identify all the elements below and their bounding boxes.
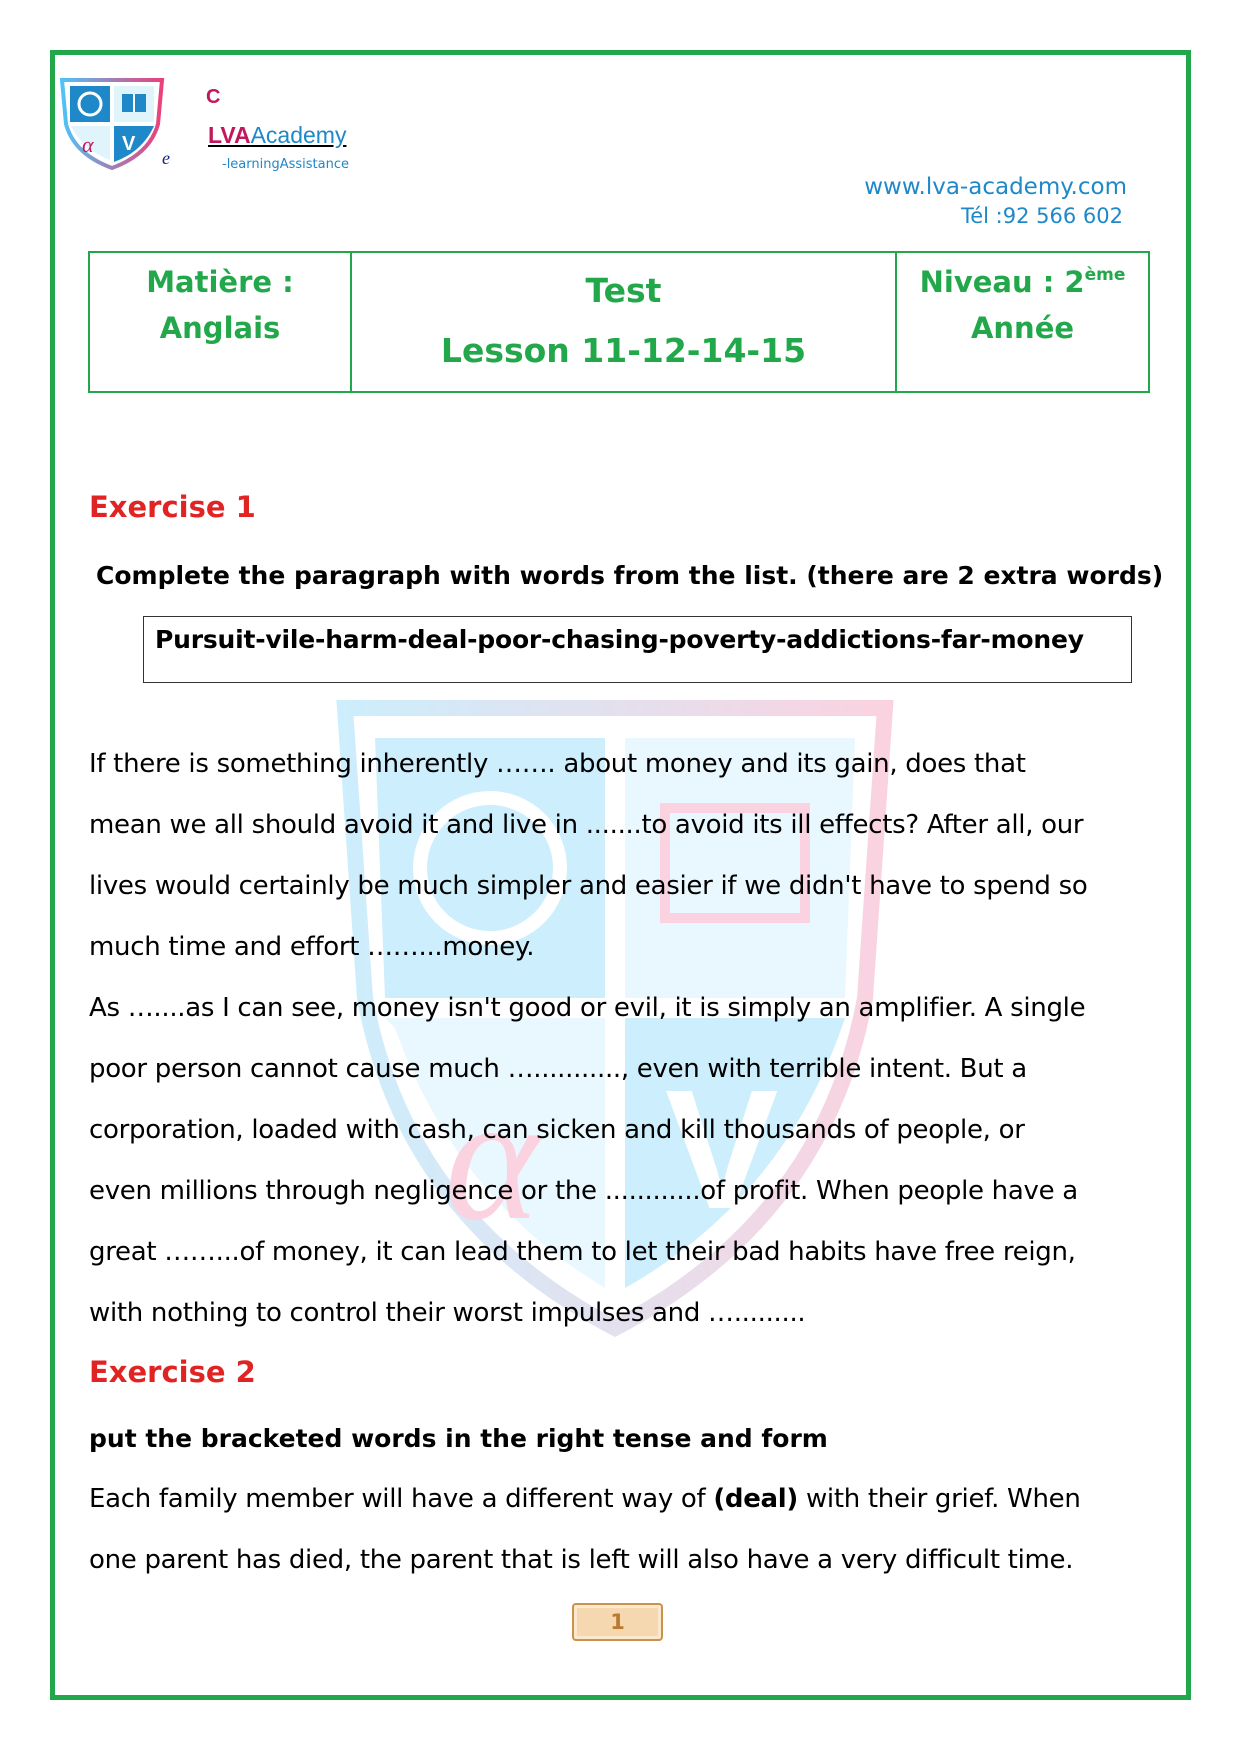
title-cell — [352, 253, 897, 391]
exercise-1-heading: Exercise 1 — [89, 490, 256, 524]
paragraph-line: mean we all should avoid it and live in .......to avoid its ill effects? After all, our — [89, 810, 1084, 840]
subject-label: Matière : — [146, 265, 294, 299]
brand-name[interactable] — [208, 122, 346, 149]
test-title: Test — [585, 271, 662, 310]
paragraph-line: lives would certainly be much simpler and easier if we didn't have to spend so — [89, 871, 1088, 901]
exercise-2-paragraph — [89, 1469, 1149, 1591]
paragraph-line: one parent has died, the parent that is left will also have a very difficult time. — [89, 1545, 1074, 1575]
bracketed-word: (deal) — [713, 1484, 798, 1514]
website-link[interactable]: www.lva-academy.com — [864, 174, 1127, 200]
paragraph-line: If there is something inherently ……. about money and its gain, does that — [89, 749, 1026, 779]
level-year: Année — [970, 311, 1075, 345]
brand-academy: Academy — [250, 122, 347, 148]
subject-value: Anglais — [159, 311, 281, 345]
lesson-title: Lesson 11-12-14-15 — [440, 331, 807, 370]
lva-academy-logo — [58, 76, 166, 170]
logo-letter-c: C — [206, 86, 221, 108]
paragraph-line: even millions through negligence or the ............of profit. When people have a — [89, 1176, 1078, 1206]
brand-lva: LVA — [208, 122, 251, 148]
header-table — [88, 251, 1150, 393]
svg-text:V: V — [665, 1055, 779, 1245]
paragraph-line: much time and effort ……...money. — [89, 932, 535, 962]
paragraph-line: poor person cannot cause much …..........., even with terrible intent. But a — [89, 1054, 1027, 1084]
svg-text:α: α — [445, 1058, 540, 1257]
svg-text:V: V — [122, 133, 136, 155]
phone-number: Tél :92 566 602 — [960, 204, 1123, 228]
exercise-2-instruction: put the bracketed words in the right tense and form — [89, 1424, 828, 1453]
paragraph-line: great ……...of money, it can lead them to let their bad habits have free reign, — [89, 1237, 1076, 1267]
logo-letter-e: e — [162, 148, 170, 168]
paragraph-line: Each family member will have a different way of (deal) with their grief. When — [89, 1484, 1081, 1514]
level-cell — [897, 253, 1148, 391]
word-list-box: Pursuit-vile-harm-deal-poor-chasing-poverty-addictions-far-money — [143, 616, 1132, 683]
exercise-2-heading: Exercise 2 — [89, 1355, 256, 1389]
subject-cell — [90, 253, 352, 391]
page-number-badge: 1 — [572, 1603, 663, 1641]
level-label: Niveau : 2ème — [919, 265, 1126, 299]
paragraph-line: corporation, loaded with cash, can sicken and kill thousands of people, or — [89, 1115, 1025, 1145]
paragraph-line: As …....as I can see, money isn't good or evil, it is simply an amplifier. A single — [89, 993, 1086, 1023]
exercise-1-instruction: Complete the paragraph with words from the list. (there are 2 extra words) — [96, 561, 1164, 590]
paragraph-line: with nothing to control their worst impulses and …......... — [89, 1298, 806, 1328]
svg-text:α: α — [82, 132, 94, 157]
exercise-1-paragraph — [89, 734, 1149, 1344]
brand-tagline: -learningAssistance — [222, 157, 349, 172]
